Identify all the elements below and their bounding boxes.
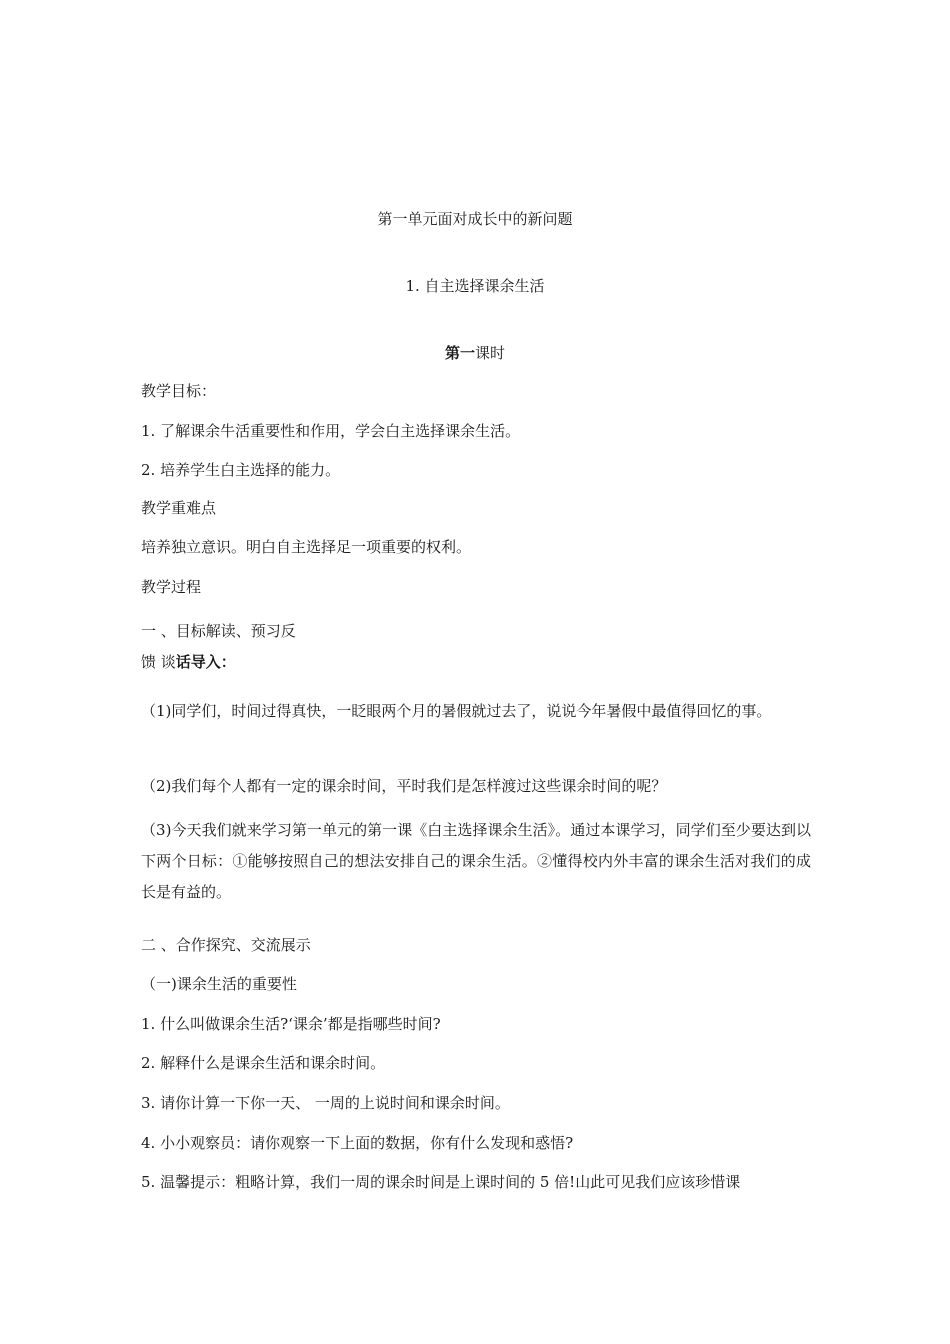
- section-1-heading: 一 、目标解读、预习反: [141, 622, 296, 640]
- period-title-rest: 课时: [475, 344, 506, 362]
- unit-title: 第一单元面对成长中的新问题: [377, 210, 573, 228]
- item-1: 1. 什么叫做课余生活?‘课余’都是指哪些时间?: [141, 1015, 441, 1033]
- paragraph-3: （3)今天我们就来学习第一单元的第一课《白主选择课余生活》。通过本课学习，同学们至少要达到以下两个日标：①能够按照自己的想法安排自己的课余生活。②懂得校内外丰富的课余生活对我们的成长是有益的。: [141, 821, 811, 901]
- section-1-continuation-prefix: 馈 谈: [141, 653, 176, 671]
- item-3: 3. 请你计算一下你一天、 一周的上说时间和课余时间。: [141, 1094, 510, 1112]
- paragraph-1: （1)同学们，时间过得真快，一眨眼两个月的暑假就过去了，说说今年暑假中最值得回忆的事。: [141, 702, 772, 720]
- paragraph-2: （2)我们每个人都有一定的课余时间，平时我们是怎样渡过这些课余时间的呢？: [141, 777, 667, 795]
- section-1-continuation-bold: 话导入：: [175, 653, 236, 671]
- item-2: 2. 解释什么是课余生活和课余时间。: [141, 1054, 386, 1072]
- objectives-heading: 教学目标：: [141, 382, 217, 400]
- key-points-text: 培养独立意识。明白自主选择足一项重要的权利。: [141, 538, 472, 556]
- lesson-title: 1. 自主选择课余生活: [405, 277, 545, 295]
- section-2-heading: 二 、合作探究、交流展示: [141, 936, 311, 954]
- key-points-heading: 教学重难点: [141, 499, 217, 517]
- item-5: 5. 温馨提示：粗略计算，我们一周的课余时间是上课时间的 5 倍!山此可见我们应该珍惜课: [141, 1173, 741, 1191]
- sub-heading-1: （一)课余生活的重要性: [141, 975, 297, 993]
- objective-1: 1. 了解课余牛活重要性和作用，学会白主选择课余生活。: [141, 422, 521, 440]
- item-4: 4. 小小观察员：请你观察一下上面的数据，你有什么发现和惑悟?: [141, 1134, 574, 1152]
- section-1-continuation: [141, 652, 236, 672]
- objective-2: 2. 培养学生白主选择的能力。: [141, 461, 341, 479]
- period-title: [0, 343, 950, 363]
- process-heading: 教学过程: [141, 578, 202, 596]
- period-title-bold: 第一: [444, 344, 475, 362]
